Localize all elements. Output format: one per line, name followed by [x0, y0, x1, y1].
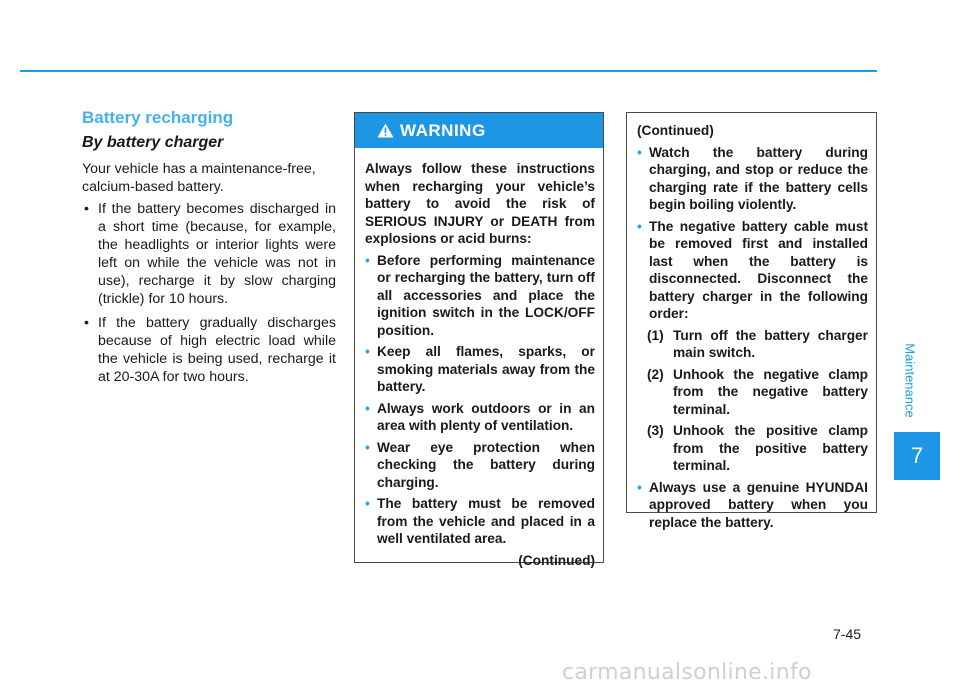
left-bullet-list [82, 200, 336, 386]
bullet-text: The battery must be removed from the vehicle and placed in a well ventilated area. [377, 496, 595, 546]
bullet-text: Watch the battery during charging, and stop or reduce the charging rate if the battery cells begin boiling violently. [649, 144, 868, 212]
bullet-icon: • [84, 315, 89, 331]
page-number: 7-45 [833, 626, 862, 642]
bullet-text: Keep all flames, sparks, or smoking materials away from the battery. [377, 344, 595, 394]
step-number: (3) [647, 423, 664, 438]
continued-label: (Continued) [518, 552, 595, 568]
bullet-icon: • [365, 496, 370, 511]
list-item [637, 479, 868, 532]
warning-body [355, 148, 603, 569]
bullet-text: Always use a genuine HYUNDAI approved battery when you replace the battery. [649, 479, 868, 530]
warning-title: WARNING [400, 120, 486, 140]
list-item [365, 495, 595, 548]
step-item [647, 327, 868, 362]
list-item [637, 218, 868, 323]
warning-triangle-icon [377, 123, 394, 138]
bullet-text: If the battery gradually discharges because of high electric load while the vehicle is being used, recharge it at 20-30A for two hours. [98, 315, 336, 385]
bullet-icon: • [637, 479, 642, 495]
chapter-name: Maintenance [902, 342, 918, 418]
bullet-icon: • [637, 218, 642, 234]
left-column [82, 108, 336, 392]
bullet-text: Wear eye protection when checking the battery during charging. [377, 439, 595, 490]
bullet-icon: • [365, 344, 370, 359]
section-title: Battery recharging [82, 108, 234, 127]
disconnect-steps-list [647, 327, 868, 475]
step-item [647, 366, 868, 419]
continued-body [627, 113, 876, 531]
step-item [647, 422, 868, 475]
step-number: (2) [647, 366, 664, 382]
warning-intro: Always follow these instructions when recharging your vehicle’s battery to avoid the risk of SERIOUS INJURY or DEATH from explosions or acid burns: [365, 161, 595, 246]
continued-heading: (Continued) [637, 123, 714, 138]
list-item [637, 144, 868, 214]
body-text [82, 160, 336, 386]
warning-bullet-list [365, 252, 595, 548]
watermark: carmanualsonline.info [562, 660, 812, 685]
list-item [82, 200, 336, 308]
continued-bullet-list-2 [637, 479, 868, 532]
intro-paragraph: Your vehicle has a maintenance-free, calcium-based battery. [82, 161, 316, 195]
bullet-text: The negative battery cable must be removed first and installed last when the battery is disconnected. Disconnect the battery charger in the following order: [649, 218, 868, 321]
bullet-icon: • [365, 439, 370, 455]
continued-bullet-list [637, 144, 868, 323]
step-number: (1) [647, 327, 664, 343]
bullet-icon: • [365, 252, 370, 268]
list-item [82, 314, 336, 386]
subsection-title: By battery charger [82, 134, 224, 151]
list-item [365, 439, 595, 492]
step-text: Turn off the battery charger main switch. [673, 327, 868, 360]
bullet-text: If the battery becomes discharged in a short time (because, for example, the headlights or interior lights were left on while the vehicle was not in use), recharge it by slow charging (trickle) for 10 hours. [98, 201, 336, 307]
list-item [365, 400, 595, 435]
continued-box [626, 112, 877, 530]
warning-box [354, 112, 604, 568]
list-item [365, 343, 595, 396]
bullet-text: Always work outdoors or in an area with plenty of ventilation. [377, 400, 595, 433]
bullet-icon: • [365, 400, 370, 416]
bullet-icon: • [84, 201, 89, 217]
step-text: Unhook the positive clamp from the positive battery terminal. [673, 423, 868, 473]
chapter-tab: 7 [894, 432, 940, 480]
warning-header [355, 113, 603, 148]
top-divider [20, 70, 877, 72]
chapter-side-label [900, 340, 920, 420]
bullet-text: Before performing maintenance or recharging the battery, turn off all accessories and place the ignition switch in the LOCK/OFF position. [377, 252, 595, 338]
bullet-icon: • [637, 144, 642, 160]
list-item [365, 252, 595, 340]
step-text: Unhook the negative clamp from the negative battery terminal. [673, 366, 868, 417]
